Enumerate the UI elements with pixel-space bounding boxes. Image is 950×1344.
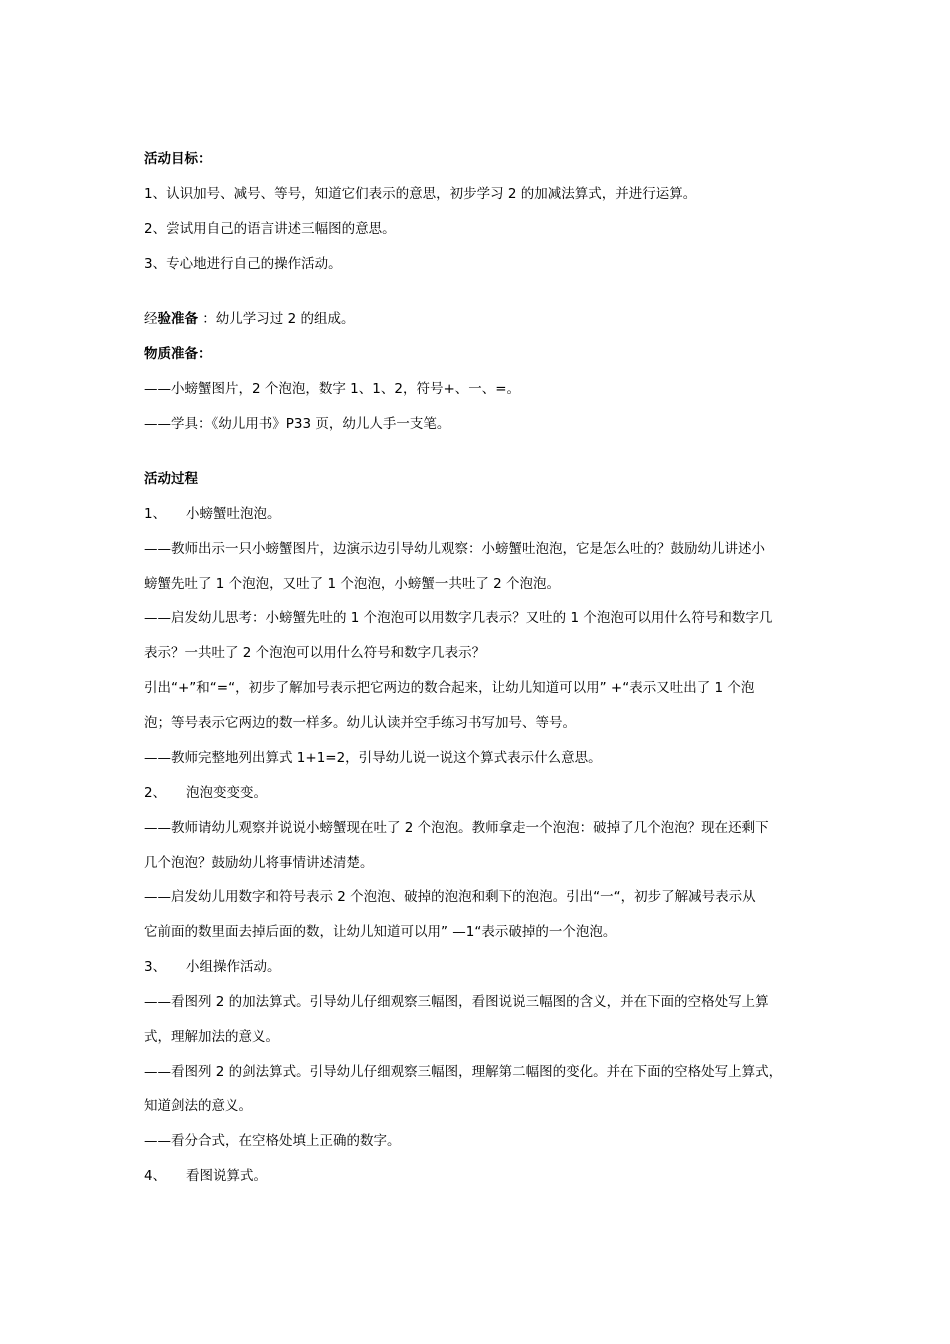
s3-para-1-line-1: ——看图列 2 的加法算式。引导幼儿仔细观察三幅图，看图说说三幅图的含义，并在下面的空格处写上算 — [144, 994, 769, 1010]
section-1-number: 1、 — [144, 506, 167, 522]
s1-para-4: ——教师完整地列出算式 1+1=2，引导幼儿说一说这个算式表示什么意思。 — [144, 750, 602, 766]
s1-para-3-line-1: 引出“+”和“=“，初步了解加号表示把它两边的数合起来，让幼儿知道可以用” +“表示又吐出了 1 个泡 — [144, 680, 755, 696]
section-4-label: 看图说算式。 — [186, 1168, 267, 1184]
section-3-label: 小组操作活动。 — [186, 959, 281, 975]
s1-para-2-line-2: 表示？一共吐了 2 个泡泡可以用什么符号和数字几表示？ — [144, 645, 486, 661]
section-2-number: 2、 — [144, 785, 167, 801]
material-heading: 物质准备： — [144, 346, 212, 362]
s2-para-1-line-2: 几个泡泡？鼓励幼儿将事情讲述清楚。 — [144, 855, 374, 871]
material-item-1: ——小螃蟹图片，2 个泡泡，数字 1、1、2，符号+、一、=。 — [144, 381, 521, 397]
experience-text: ：幼儿学习过 2 的组成。 — [198, 311, 355, 327]
section-2-label: 泡泡变变变。 — [186, 785, 267, 801]
section-3-title — [144, 958, 281, 976]
goal-3: 3、专心地进行自己的操作活动。 — [144, 256, 342, 272]
s2-para-1-line-1: ——教师请幼儿观察并说说小螃蟹现在吐了 2 个泡泡。教师拿走一个泡泡：破掉了几个泡泡？现在还剩下 — [144, 820, 769, 836]
s3-para-3: ——看分合式，在空格处填上正确的数字。 — [144, 1133, 401, 1149]
section-4-number: 4、 — [144, 1168, 167, 1184]
s2-para-2-line-2: 它前面的数里面去掉后面的数，让幼儿知道可以用” —1“表示破掉的一个泡泡。 — [144, 924, 617, 940]
s1-para-1-line-2: 螃蟹先吐了 1 个泡泡，又吐了 1 个泡泡，小螃蟹一共吐了 2 个泡泡。 — [144, 576, 561, 592]
goal-2: 2、尝试用自己的语言讲述三幅图的意思。 — [144, 221, 396, 237]
experience-prep — [144, 310, 354, 328]
s1-para-2-line-1: ——启发幼儿思考：小螃蟹先吐的 1 个泡泡可以用数字几表示？又吐的 1 个泡泡可以用什么符号和数字几 — [144, 610, 773, 626]
section-3-number: 3、 — [144, 959, 167, 975]
material-item-2: ——学具：《幼儿用书》P33 页，幼儿人手一支笔。 — [144, 416, 451, 432]
s3-para-2-line-1: ——看图列 2 的剑法算式。引导幼儿仔细观察三幅图，理解第二幅图的变化。并在下面的空格处写上算式， — [144, 1064, 783, 1080]
goals-heading: 活动目标： — [144, 151, 212, 167]
s2-para-2-line-1: ——启发幼儿用数字和符号表示 2 个泡泡、破掉的泡泡和剩下的泡泡。引出“一“，初步了解减号表示从 — [144, 889, 756, 905]
s1-para-1-line-1: ——教师出示一只小螃蟹图片，边演示边引导幼儿观察：小螃蟹吐泡泡，它是怎么吐的？鼓励幼儿讲述小 — [144, 541, 765, 557]
experience-prefix: 经 — [144, 311, 158, 327]
section-1-title — [144, 505, 281, 523]
section-1-label: 小螃蟹吐泡泡。 — [186, 506, 281, 522]
section-4-title — [144, 1167, 267, 1185]
s1-para-3-line-2: 泡；等号表示它两边的数一样多。幼儿认读并空手练习书写加号、等号。 — [144, 715, 576, 731]
s3-para-1-line-2: 式，理解加法的意义。 — [144, 1029, 279, 1045]
s3-para-2-line-2: 知道剑法的意义。 — [144, 1098, 252, 1114]
experience-label: 验准备 — [157, 311, 198, 327]
process-heading: 活动过程 — [144, 471, 198, 487]
section-2-title — [144, 784, 267, 802]
goal-1: 1、认识加号、减号、等号，知道它们表示的意思，初步学习 2 的加减法算式，并进行运算。 — [144, 186, 697, 202]
